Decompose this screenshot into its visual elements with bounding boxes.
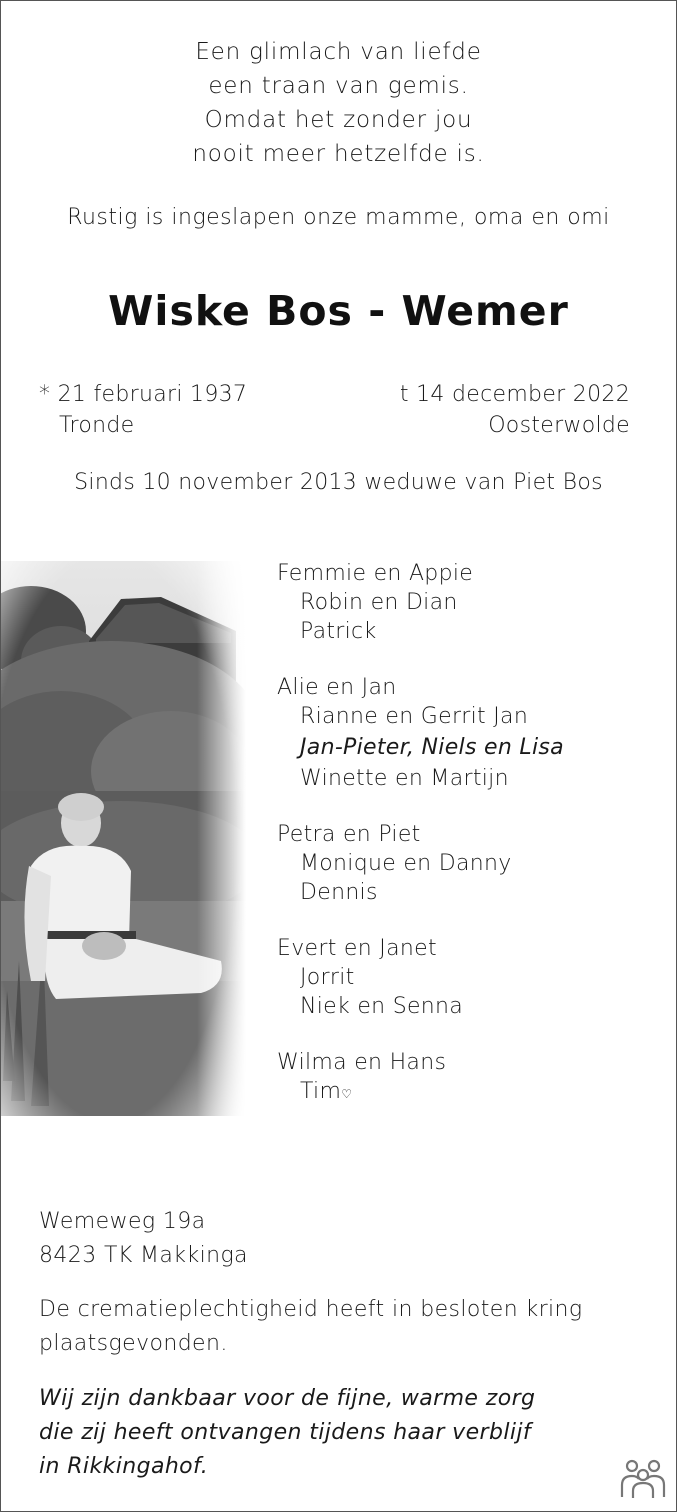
address (39, 1205, 248, 1273)
poem-line: Een glimlach van liefde (195, 39, 482, 65)
address-city: 8423 TK Makkinga (39, 1243, 248, 1268)
birth-date: * 21 februari 1937 (39, 382, 248, 407)
address-street: Wemeweg 19a (39, 1209, 206, 1234)
family-group (277, 820, 564, 907)
grandchildren-names: Jan-Pieter, Niels en Lisa (300, 735, 564, 760)
parents-name: Femmie en Appie (277, 561, 474, 586)
ceremony-line: plaatsgevonden. (39, 1331, 228, 1356)
family-group (277, 934, 564, 1021)
family-group (277, 673, 564, 793)
ceremony-text (39, 1293, 639, 1361)
death-date: t 14 december 2022 (399, 382, 630, 407)
ceremony-line: De crematieplechtigheid heeft in besloten kring (39, 1297, 583, 1322)
thanks-line: Wij zijn dankbaar voor de fijne, warme zorg (39, 1386, 536, 1411)
child-name: Winette en Martijn (300, 766, 509, 791)
birth-info (39, 379, 247, 441)
intro-text: Rustig is ingeslapen onze mamme, oma en omi (67, 205, 610, 230)
child-name: Dennis (300, 880, 378, 905)
thanks-line: in Rikkingahof. (39, 1454, 209, 1479)
thanks-text (39, 1382, 639, 1484)
widow-line: Sinds 10 november 2013 weduwe van Piet Bos (74, 470, 603, 495)
poem-line: een traan van gemis. (208, 73, 469, 99)
family-list (277, 559, 564, 1133)
child-name: Monique en Danny (300, 851, 512, 876)
parents-name: Evert en Janet (277, 936, 437, 961)
poem (1, 35, 676, 171)
poem-line: Omdat het zonder jou (204, 107, 473, 133)
parents-name: Alie en Jan (277, 675, 397, 700)
family-group (277, 559, 564, 646)
portrait-photo-image (1, 561, 246, 1116)
people-group-logo (617, 1457, 669, 1499)
people-group-icon (617, 1457, 669, 1499)
poem-line: nooit meer hetzelfde is. (192, 141, 485, 167)
thanks-line: die zij heeft ontvangen tijdens haar verblijf (39, 1420, 531, 1445)
child-name: Patrick (300, 619, 377, 644)
child-name: Jorrit (300, 965, 355, 990)
child-name: Niek en Senna (300, 994, 464, 1019)
child-name: Tim (300, 1079, 342, 1104)
child-name: Rianne en Gerrit Jan (300, 704, 529, 729)
parents-name: Wilma en Hans (277, 1050, 447, 1075)
family-group (277, 1048, 564, 1106)
deceased-name: Wiske Bos - Wemer (108, 287, 569, 335)
child-name: Robin en Dian (300, 590, 458, 615)
parents-name: Petra en Piet (277, 822, 421, 847)
death-info (400, 379, 630, 441)
portrait-photo (1, 561, 246, 1116)
death-place: Oosterwolde (488, 413, 630, 438)
heart-icon: ♡ (341, 1087, 353, 1101)
birth-place: Tronde (59, 413, 135, 438)
child-name-row (277, 1077, 564, 1106)
